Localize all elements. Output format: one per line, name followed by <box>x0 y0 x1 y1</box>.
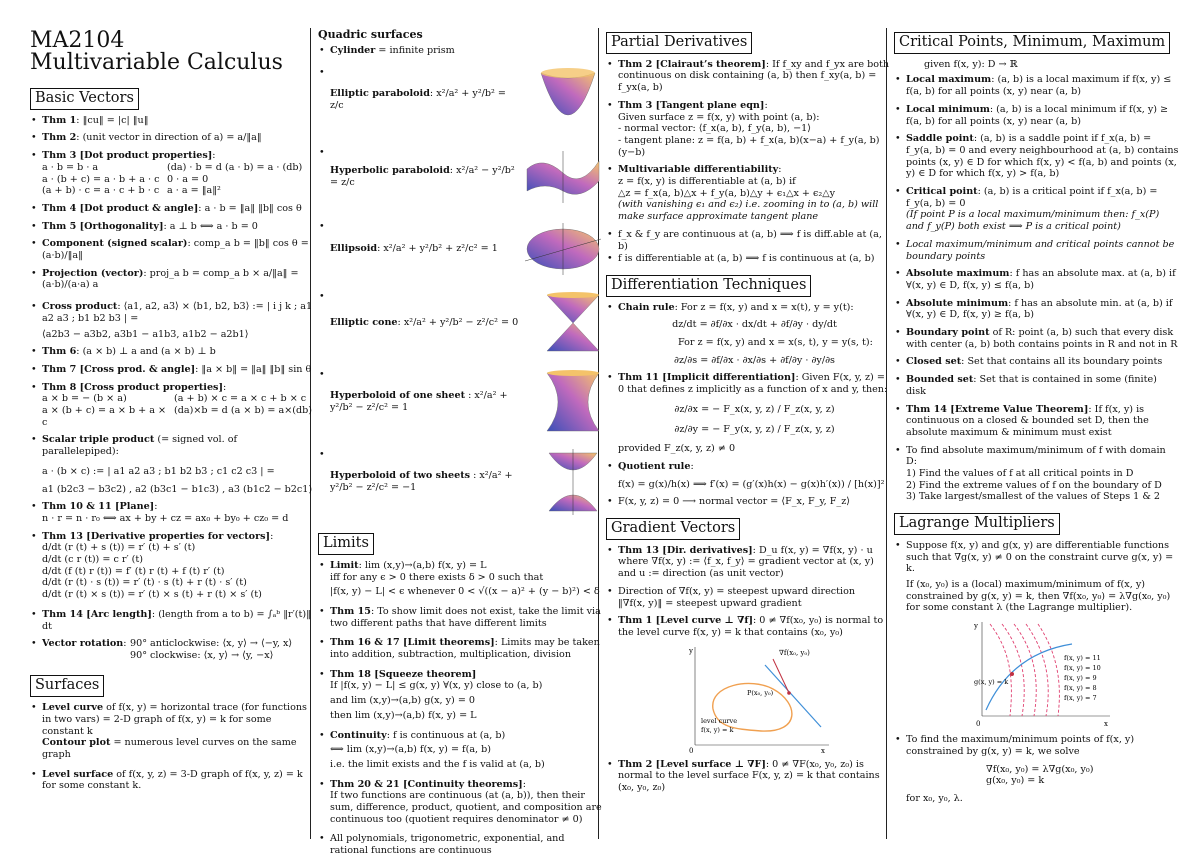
list-item: • Thm 2 [Clairaut’s theorem]: If f_xy and f_yx are both continuous on disk containing (a, b) then f_xy(a, b) = f_yx(a, b) <box>618 59 891 94</box>
list-item: • Boundary point of R: point (a, b) such that every disk with center (a, b) both contains points in R and not in R <box>906 327 1179 350</box>
list-item: • Direction of ∇f(x, y) = steepest upward direction ‖∇f(x, y)‖ = steepest upward gradient <box>618 586 891 609</box>
list-item: • Thm 10 & 11 [Plane]: n · r = n · r₀ ⟺ ax + by + cz = ax₀ + by₀ + cz₀ = d <box>42 501 315 524</box>
svg-text:0: 0 <box>689 746 694 755</box>
list-item: • Closed set: Set that contains all its boundary points <box>906 356 1179 368</box>
list-item: • Multivariable differentiability: z = f(x, y) is differentiable at (a, b) if △z = f_x(a, b)△x + f_y(a, b)△y + ϵ₁△x + ϵ₂△y (with vanishing ϵ₁ and ϵ₂) i.e. zooming in to (a, b) will make surface approximate tangent plane <box>618 164 891 223</box>
list-item: • Hyperbolic paraboloid: x²/a² − y²/b² = z/c <box>330 147 603 207</box>
diff-list <box>606 302 891 508</box>
list-item: • F(x, y, z) = 0 ⟶ normal vector = ⟨F_x, F_y, F_z⟩ <box>618 496 891 508</box>
section-heading-gradient: Gradient Vectors <box>606 518 740 540</box>
list-item: • Chain rule: For z = f(x, y) and x = x(t), y = y(t): dz/dt = ∂f/∂x · dx/dt + ∂f/∂y · dy/dt For z = f(x, y) and x = x(s, t), y = y(s, t): ∂z/∂s = ∂f/∂x · ∂x/∂s + ∂f/∂y · ∂y/∂s <box>618 302 891 367</box>
hyperbolic-paraboloid-plot <box>523 147 603 207</box>
list-item: • Thm 14 [Arc length]: (length from a to b) = ∫ₐᵇ ‖r′(t)‖ dt <box>42 609 315 632</box>
section-heading-critical-points: Critical Points, Minimum, Maximum <box>894 32 1170 54</box>
list-item: • Thm 3 [Tangent plane eqn]: Given surface z = f(x, y) with point (a, b): - normal vector: ⟨f_x(a, b), f_y(a, b), −1⟩ - tangent plane: z = f(a, b) + f_x(a, b)(x−a) + f_y(a, b)(y−b) <box>618 100 891 159</box>
list-item: • Thm 4 [Dot product & angle]: a · b = ‖a‖ ‖b‖ cos θ <box>42 203 315 215</box>
svg-text:0: 0 <box>976 720 981 729</box>
list-item: • Thm 6: (a × b) ⊥ a and (a × b) ⊥ b <box>42 346 315 358</box>
list-item: • Absolute minimum: f has an absolute min. at (a, b) if ∀(x, y) ∈ D, f(x, y) ≥ f(a, b) <box>906 298 1179 321</box>
section-heading-limits: Limits <box>318 533 374 555</box>
list-item: • Thm 2: (unit vector in direction of a) = a/‖a‖ <box>42 132 315 144</box>
list-item: • Absolute maximum: f has an absolute max. at (a, b) if ∀(x, y) ∈ D, f(x, y) ≤ f(a, b) <box>906 268 1179 291</box>
hyperboloid-two-sheets-plot <box>543 449 603 515</box>
svg-text:g(x, y) = k: g(x, y) = k <box>974 678 1009 687</box>
list-item: • Critical point: (a, b) is a critical point if f_x(a, b) = f_y(a, b) = 0 (If point P is a local maximum/minimum then: f_x(P) and f_y(P) both exist ⟹ P is a critical point) <box>906 186 1179 233</box>
column-2 <box>318 28 603 863</box>
svg-text:x: x <box>1104 720 1108 729</box>
list-item: • Local minimum: (a, b) is a local minimum if f(x, y) ≥ f(a, b) for all points (x, y) near (a, b) <box>906 104 1179 127</box>
lagrange-list <box>894 540 1179 614</box>
list-item: • Quotient rule: f(x) = g(x)/h(x) ⟹ f′(x) = (g′(x)h(x) − g(x)h′(x)) / [h(x)]² <box>618 461 891 490</box>
list-item: • Thm 15: To show limit does not exist, take the limit via two different paths that have different limits <box>330 606 603 629</box>
lagrange-list-2 <box>894 734 1179 805</box>
list-item: • Suppose f(x, y) and g(x, y) are differentiable functions such that ∇g(x, y) ≠ 0 on the constraint curve g(x, y) = k. If (x₀, y₀) is a (local) maximum/minimum of f(x, y) constrained by g(x, y) = k, then ∇f(x₀, y₀) = λ∇g(x₀, y₀) for some constant λ (the Lagrange multiplier). <box>906 540 1179 614</box>
svg-text:P(x₀, y₀): P(x₀, y₀) <box>747 688 774 697</box>
list-item: • Vector rotation: 90° anticlockwise: ⟨x, y⟩ → ⟨−y, x⟩ 90° clockwise: ⟨x, y⟩ → ⟨y, −x⟩ <box>42 638 315 661</box>
list-item: • Limit: lim (x,y)→(a,b) f(x, y) = L iff for any ϵ > 0 there exists δ > 0 such that |f(x, y) − L| < ϵ whenever 0 < √((x − a)² + (y − b)²) < δ <box>330 560 603 598</box>
list-item: • Thm 7 [Cross prod. & angle]: ‖a × b‖ = ‖a‖ ‖b‖ sin θ <box>42 364 315 376</box>
list-item: • Thm 11 [Implicit differentiation]: Given F(x, y, z) = 0 that defines z implicitly as a function of x and y, then: ∂z/∂x = − F_x(x, y, z) / F_z(x, y, z) ∂z/∂y = − F_y(x, y, z) / F_z(x, y, z) provided F_z(x, y, z) ≠ 0 <box>618 372 891 455</box>
hyperboloid-one-sheet-plot <box>543 369 603 435</box>
partial-list <box>606 59 891 265</box>
list-item: • To find the maximum/minimum points of f(x, y) constrained by g(x, y) = k, we solve ∇f(x₀, y₀) = λ∇g(x₀, y₀) g(x₀, y₀) = k for x₀, y₀, λ. <box>906 734 1179 805</box>
gradient-list <box>606 545 891 639</box>
section-heading-basic-vectors: Basic Vectors <box>30 88 139 110</box>
svg-text:f(x, y) = 8: f(x, y) = 8 <box>1064 684 1097 693</box>
gradient-list-2 <box>606 759 891 794</box>
svg-text:x: x <box>821 746 825 755</box>
list-item: • Local maximum/minimum and critical points cannot be boundary points <box>906 239 1179 262</box>
sheet-title: MA2104 Multivariable Calculus <box>30 28 283 75</box>
list-item: • Hyperboloid of two sheets : x²/a² + y²/b² − z²/c² = −1 <box>330 449 603 515</box>
column-3 <box>606 28 891 800</box>
svg-text:f(x, y) = 10: f(x, y) = 10 <box>1064 664 1101 673</box>
list-item: • Component (signed scalar): comp_a b = ‖b‖ cos θ = (a·b)/‖a‖ <box>42 238 315 261</box>
svg-text:y: y <box>974 622 978 631</box>
critical-list <box>894 74 1179 503</box>
list-item: • Thm 18 [Squeeze theorem] If |f(x, y) − L| ≤ g(x, y) ∀(x, y) close to (a, b) and lim (x,y)→(a,b) g(x, y) = 0 then lim (x,y)→(a,b) f(x, y) = L <box>330 669 603 722</box>
svg-text:y: y <box>689 646 693 655</box>
list-item: • Thm 13 [Dir. derivatives]: D_u f(x, y) = ∇f(x, y) · u where ∇f(x, y) := ⟨f_x, f_y⟩ = gradient vector at (x, y) and u := direction (as unit vector) <box>618 545 891 580</box>
list-item: • f is differentiable at (a, b) ⟹ f is continuous at (a, b) <box>618 253 891 265</box>
section-heading-surfaces: Surfaces <box>30 675 104 697</box>
list-item: • Saddle point: (a, b) is a saddle point if f_x(a, b) = f_y(a, b) = 0 and every neighbourhood at (a, b) contains points (x, y) ∈ D for which f(x, y) < f(a, b) and points (x, y) ∈ D for which f(x, y) > f(a, b) <box>906 133 1179 180</box>
section-heading-differentiation: Differentiation Techniques <box>606 275 811 297</box>
list-item: • All polynomials, trigonometric, exponential, and rational functions are continuous <box>330 833 603 856</box>
limits-list <box>318 560 603 857</box>
list-item: • Thm 16 & 17 [Limit theorems]: Limits may be taken into addition, subtraction, multiplication, division <box>330 637 603 660</box>
list-item: • Thm 20 & 21 [Continuity theorems]: If two functions are continuous (at (a, b)), then their sum, difference, product, quotient, and composition are continuous too (quotient requires denominator ≠ 0) <box>330 779 603 826</box>
list-item: • To find absolute maximum/minimum of f with domain D: 1) Find the values of f at all critical points in D 2) Find the extreme values of f on the boundary of D 3) Take largest/smallest of the values of Steps 1 & 2 <box>906 445 1179 504</box>
list-item: • Thm 1: ‖cu‖ = |c| ‖u‖ <box>42 115 315 127</box>
list-item: • Thm 2 [Level surface ⊥ ∇F]: 0 ≠ ∇F(x₀, y₀, z₀) is normal to the level surface F(x, y, z) = k that contains (x₀, y₀, z₀) <box>618 759 891 794</box>
list-item: • Hyperboloid of one sheet : x²/a² + y²/b² − z²/c² = 1 <box>330 369 603 435</box>
svg-text:f(x, y) = 9: f(x, y) = 9 <box>1064 674 1097 683</box>
list-item: • Thm 3 [Dot product properties]: a · b = b · a (da) · b = d (a · b) = a · (db) a · (b + c) = a · b + a · c 0 · a = 0 (a + b) · c = a · c + b · c a · a = ‖a‖² <box>42 150 315 197</box>
list-item: • Projection (vector): proj_a b = comp_a b × a/‖a‖ = (a·b)/(a·a) a <box>42 268 315 291</box>
lagrange-figure <box>974 620 1114 730</box>
column-1 <box>30 28 315 798</box>
list-item: • Thm 5 [Orthogonality]: a ⊥ b ⟺ a · b = 0 <box>42 221 315 233</box>
list-item: • Elliptic cone: x²/a² + y²/b² − z²/c² = 0 <box>330 291 603 355</box>
list-item: • Local maximum: (a, b) is a local maximum if f(x, y) ≤ f(a, b) for all points (x, y) near (a, b) <box>906 74 1179 97</box>
list-item: • Level surface of f(x, y, z) = 3-D graph of f(x, y, z) = k for some constant k. <box>42 769 315 792</box>
level-curve-figure <box>681 645 831 755</box>
list-item: • Cross product: ⟨a1, a2, a3⟩ × ⟨b1, b2, b3⟩ := | i j k ; a1 a2 a3 ; b1 b2 b3 | = ⟨a2b3 − a3b2, a3b1 − a1b3, a1b2 − a2b1⟩ <box>42 301 315 340</box>
section-heading-partial-derivatives: Partial Derivatives <box>606 32 752 54</box>
list-item: • Thm 13 [Derivative properties for vectors]: d/dt (r (t) + s (t)) = r′ (t) + s′ (t) d/dt (c r (t)) = c r′ (t) d/dt (f (t) r (t)) = f′ (t) r (t) + f (t) r′ (t) d/dt (r (t) · s (t)) = r′ (t) · s (t) + r (t) · s′ (t) d/dt (r (t) × s (t)) = r′ (t) × s (t) + r (t) × s′ (t) <box>42 531 315 601</box>
quadric-list <box>318 45 603 515</box>
list-item: • Thm 14 [Extreme Value Theorem]: If f(x, y) is continuous on a closed & bounded set D, then the absolute maximum & minimum must exist <box>906 404 1179 439</box>
list-item: • Ellipsoid: x²/a² + y²/b² + z²/c² = 1 <box>330 221 603 277</box>
list-item: • f_x & f_y are continuous at (a, b) ⟹ f is diff.able at (a, b) <box>618 229 891 252</box>
section-heading-lagrange: Lagrange Multipliers <box>894 513 1060 535</box>
list-item: • Thm 8 [Cross product properties]: a × b = − (b × a) (a + b) × c = a × c + b × c a × (b + c) = a × b + a × c (da)×b = d (a × b) = a×(db) <box>42 382 315 429</box>
list-item: • Cylinder = infinite prism <box>330 45 603 57</box>
quadric-heading: Quadric surfaces <box>318 28 423 41</box>
list-item: • Level curve of f(x, y) = horizontal trace (for functions in two vars) = 2-D graph of f(x, y) = k for some constant k Contour plot = numerous level curves on the same graph <box>42 702 315 761</box>
list-item: • Elliptic paraboloid: x²/a² + y²/b² = z/c <box>330 67 603 133</box>
basic-vectors-list <box>30 115 315 662</box>
svg-text:f(x, y) = 7: f(x, y) = 7 <box>1064 694 1097 703</box>
elliptic-cone-plot <box>543 291 603 355</box>
elliptic-paraboloid-plot <box>533 67 603 133</box>
column-4: Critical Points, Minimum, Maximum given f(x, y): D → ℝ • Local maximum: (a, b) is a local maximum if f(x, y) ≤ f(a, b) for all points (x, y) near (a, b) • Local minimum: (a, b) is a local minimum if f(x, y) ≥ f(a, b) for all points (x, y) near (a, b) • Saddle point: (a, b) is a saddle point if f_x(a, b) = f_y(a, b) = 0 and every neighbourhood at (a, b) contains points (x, y) ∈ D for which f(x, y) < f(a, b) and points (x, y) ∈ D for which f(x, y) > f(a, b) • Critical point: (a, b) is a critical point if f_x(a, b) = f_y(a, b) = 0 (If point P is a local maximum/minimum then: f_x(P) and f_y(P) both exist ⟹ P is a critical point) • Local maximum/minimum and critical points cannot be boundary points • Absolute maximum: f has an absolute max. at (a, b) if ∀(x, y) ∈ D, f(x, y) ≤ f(a, b) • Absolute minimum: f has an absolute min. at (a, b) if ∀(x, y) ∈ D, f(x, y) ≥ f(a, b) • Boundary point of R: point (a, b) such that every disk with center (a, b) both contains points in R and not in R • Closed set: Set that contains all its boundary points • Bounded set: Set that is contained in some (finite) disk • Thm 14 [Extreme Value Theorem]: If f(x, y) is continuous on a closed & bounded set D, then the absolute maximum & minimum must exist • To find absolute maximum/minimum of f with domain D: 1) Find the values of f at all critical points in D 2) Find the extreme values of f on the boundary of D 3) Take largest/smallest of the values of Steps 1 & 2 Lagrange Multipliers • Suppose f(x, y) and g(x, y) are differentiable functions such that ∇g(x, y) ≠ 0 on the constraint curve g(x, y) = k. If (x₀, y₀) is a (local) maximum/minimum of f(x, y) constrained by g(x, y) = k, then ∇f(x₀, y₀) = λ∇g(x₀, y₀) for some constant λ (the Lagrange multiplier). f(x, y) = 11 f(x, y) = 10 f(x, y) = 9 f(x, y) = 8 f(x, y) = 7 g(x, y) = k x y 0 • To find the maximum/minimum points of f(x, y) constrained by g(x, y) = k, we solve ∇f(x₀, y₀) = λ∇g(x₀, y₀) g(x₀, y₀) = k for x₀, y₀, λ. <box>894 28 1179 811</box>
svg-text:∇f(x₀, y₀): ∇f(x₀, y₀) <box>779 648 810 657</box>
surfaces-list <box>30 702 315 792</box>
svg-text:f(x, y) = k: f(x, y) = k <box>701 725 734 734</box>
list-item: • Bounded set: Set that is contained in some (finite) disk <box>906 374 1179 397</box>
list-item: • Thm 1 [Level curve ⊥ ∇f]: 0 ≠ ∇f(x₀, y₀) is normal to the level curve f(x, y) = k that contains (x₀, y₀) <box>618 615 891 638</box>
ellipsoid-plot <box>523 221 603 277</box>
list-item: • Scalar triple product (= signed vol. of parallelepiped): a · (b × c) := | a1 a2 a3 ; b1 b2 b3 ; c1 c2 c3 | = a1 (b2c3 − b3c2) , a2 (b3c1 − b1c3) , a3 (b1c2 − b2c1) <box>42 434 315 495</box>
list-item: • Continuity: f is continuous at (a, b) ⟺ lim (x,y)→(a,b) f(x, y) = f(a, b) i.e. the limit exists and the f is valid at (a, b) <box>330 730 603 771</box>
svg-text:level curve: level curve <box>701 716 738 725</box>
svg-text:f(x, y) = 11: f(x, y) = 11 <box>1064 654 1101 663</box>
